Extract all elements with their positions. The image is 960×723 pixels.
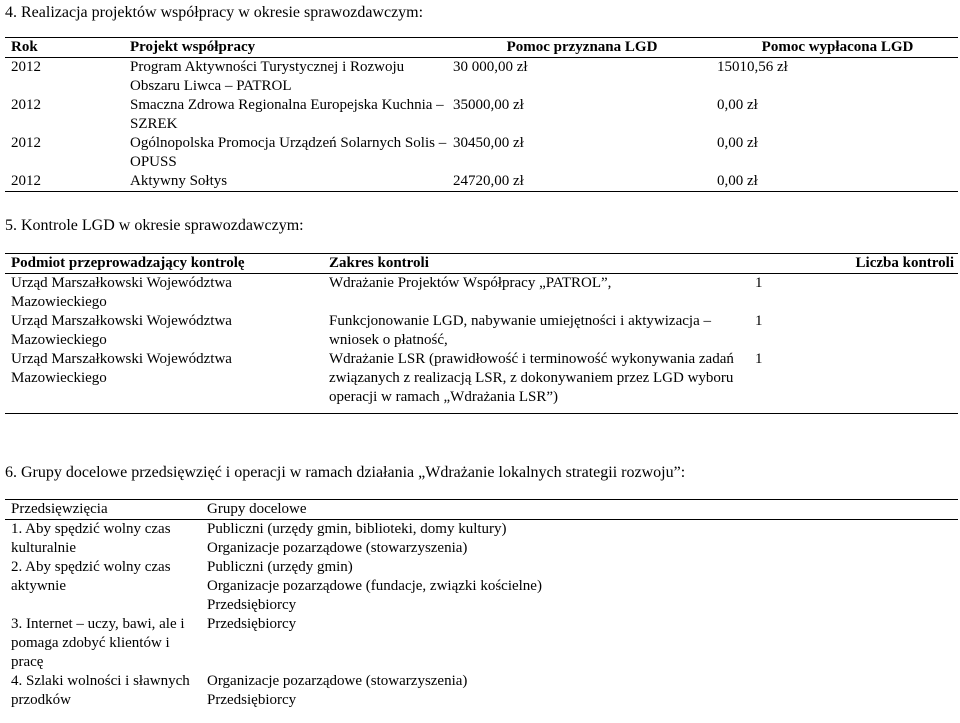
cell-podmiot: Urząd Marszałkowski Województwa Mazowieckiego [5,350,323,414]
cell-przyznana: 35000,00 zł [453,97,524,113]
section-4-heading: 4. Realizacja projektów współpracy w okresie sprawozdawczym: [5,4,424,21]
cell-rok: 2012 [5,172,124,192]
section-6-heading: 6. Grupy docelowe przedsięwzięć i operacji w ramach działania „Wdrażanie lokalnych strategii rozwoju”: [5,464,686,481]
table-row [5,58,958,97]
table-row [5,96,958,134]
cell-liczba: 1 [749,350,958,414]
target-group-item: Przedsiębiorcy [207,597,297,613]
cell-liczba: 1 [755,313,763,329]
cell-liczba: 1 [755,275,763,291]
col-header-podmiot: Podmiot przeprowadzający kontrolę [5,254,323,274]
cell-rok: 2012 [11,135,41,151]
cell-projekt: Smaczna Zdrowa Regionalna Europejska Kuchnia – SZREK [130,97,444,132]
cell-grupy [201,558,958,615]
target-group-item: Organizacje pozarządowe (stowarzyszenia) [207,540,468,556]
table-row [5,558,958,615]
section-5-heading: 5. Kontrole LGD w okresie sprawozdawczym: [5,217,304,234]
cell-projekt: Aktywny Sołtys [124,172,447,192]
cell-podmiot: Urząd Marszałkowski Województwa Mazowieckiego [11,275,232,310]
cell-projekt: Program Aktywności Turystycznej i Rozwoju Obszaru Liwca – PATROL [130,59,405,94]
target-group-item: Publiczni (urzędy gmin) [207,559,353,575]
cell-zakres: Wdrażanie LSR (prawidłowość i terminowość wykonywania zadań związanych z realizacją LSR, z dokonywaniem przez LGD wyboru operacji w ramach „Wdrażania LSR”) [323,350,749,414]
cell-wyplacona: 0,00 zł [711,172,958,192]
table-row [5,134,958,172]
col-header-liczba: Liczba kontroli [749,254,958,274]
cell-podmiot: Urząd Marszałkowski Województwa Mazowieckiego [11,313,232,348]
projects-table [5,37,958,192]
cell-zakres: Wdrażanie Projektów Współpracy „PATROL”, [329,275,612,291]
table-header-row [5,38,958,58]
table-row [5,350,958,414]
table-row [5,615,958,672]
col-header-projekt: Projekt współpracy [124,38,447,58]
cell-rok: 2012 [11,59,41,75]
cell-przyznana: 30 000,00 zł [453,59,528,75]
target-group-item: Przedsiębiorcy [207,692,297,708]
col-header-rok: Rok [5,38,124,58]
cell-przedsiewziecie: 1. Aby spędzić wolny czas kulturalnie [11,521,171,556]
controls-table [5,253,958,414]
table-row [5,274,958,313]
cell-przyznana: 30450,00 zł [453,135,524,151]
cell-przedsiewziecie: 2. Aby spędzić wolny czas aktywnie [11,559,171,594]
col-header-zakres: Zakres kontroli [323,254,749,274]
target-groups-table [5,499,958,710]
target-group-item: Organizacje pozarządowe (fundacje, związki kościelne) [207,578,542,594]
table-row [5,520,958,559]
cell-grupy [201,520,958,559]
col-header-przyznana: Pomoc przyznana LGD [447,38,711,58]
cell-wyplacona: 15010,56 zł [717,59,788,75]
cell-projekt: Ogólnopolska Promocja Urządzeń Solarnych Solis – OPUSS [130,135,447,170]
cell-wyplacona: 0,00 zł [717,135,758,151]
target-group-item: Przedsiębiorcy [207,616,297,632]
cell-przedsiewziecie: 4. Szlaki wolności i sławnych przodków [11,673,190,708]
cell-grupy [201,615,958,672]
col-header-grupy: Grupy docelowe [201,500,958,520]
table-header-row [5,500,958,520]
cell-rok: 2012 [11,97,41,113]
col-header-przedsiewziecia: Przedsięwzięcia [5,500,201,520]
target-group-item: Organizacje pozarządowe (stowarzyszenia) [207,673,468,689]
cell-grupy [201,672,958,710]
col-header-wyplacona: Pomoc wypłacona LGD [711,38,958,58]
table-row [5,672,958,710]
table-row [5,312,958,350]
cell-wyplacona: 0,00 zł [717,97,758,113]
cell-zakres: Funkcjonowanie LGD, nabywanie umiejętności i aktywizacja – wniosek o płatność, [329,313,711,348]
table-row [5,172,958,192]
table-header-row [5,254,958,274]
cell-przyznana: 24720,00 zł [447,172,711,192]
target-group-item: Publiczni (urzędy gmin, biblioteki, domy kultury) [207,521,507,537]
cell-przedsiewziecie: 3. Internet – uczy, bawi, ale i pomaga zdobyć klientów i pracę [11,616,185,670]
